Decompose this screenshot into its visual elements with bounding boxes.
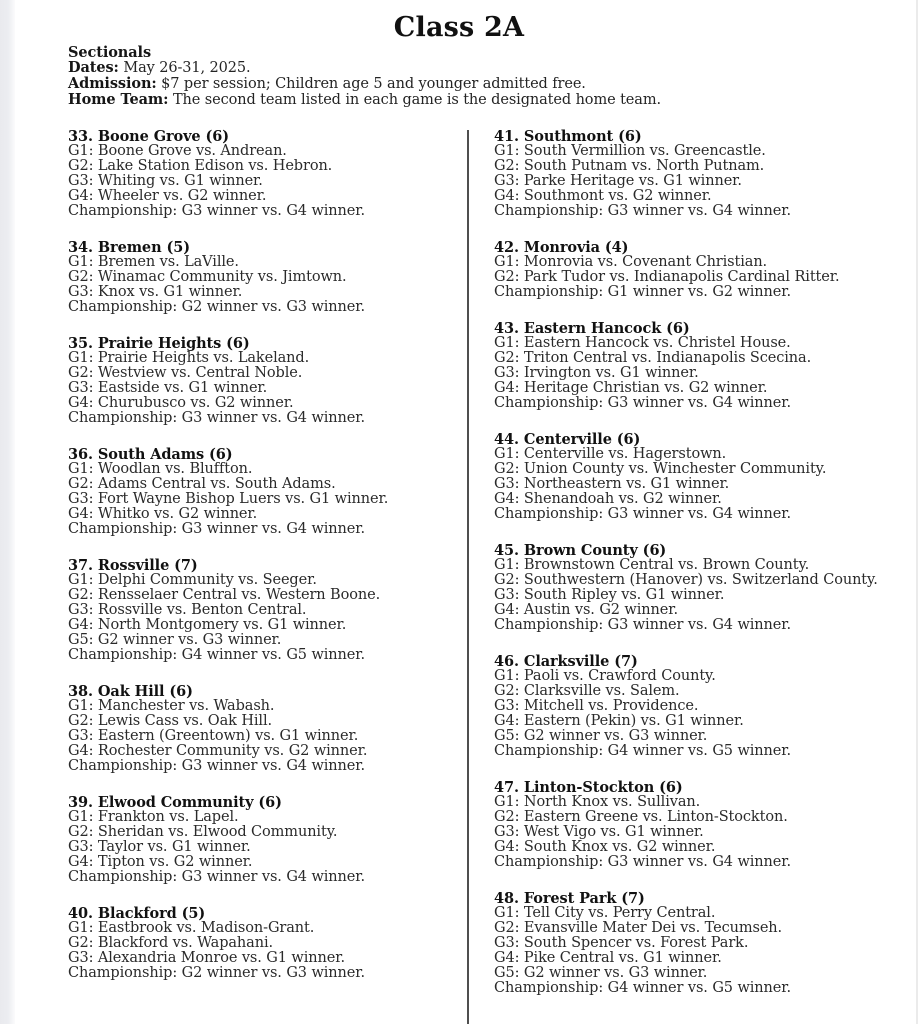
game-line: G2: Blackford vs. Wapahani. <box>68 935 274 951</box>
section-heading: 39. Elwood Community (6) <box>68 794 282 811</box>
game-line: G4: North Montgomery vs. G1 winner. <box>68 617 347 633</box>
section-heading: 41. Southmont (6) <box>494 128 642 145</box>
game-line: G3: Alexandria Monroe vs. G1 winner. <box>68 950 345 966</box>
game-line: Championship: G4 winner vs. G5 winner. <box>68 647 365 663</box>
sectional-block <box>68 447 468 537</box>
dates-value: May 26-31, 2025. <box>118 60 251 76</box>
subtitle: Sectionals <box>68 44 152 61</box>
admission-line <box>68 76 918 92</box>
game-line: G1: South Vermillion vs. Greencastle. <box>494 143 766 159</box>
game-line: Championship: G2 winner vs. G3 winner. <box>68 965 365 981</box>
game-line: G4: Heritage Christian vs. G2 winner. <box>494 380 768 396</box>
game-line: G2: Park Tudor vs. Indianapolis Cardinal Ritter. <box>494 269 840 285</box>
game-line: G3: Knox vs. G1 winner. <box>68 284 243 300</box>
game-list <box>68 462 468 537</box>
sectional-block <box>68 795 468 885</box>
game-line: G1: Monrovia vs. Covenant Christian. <box>494 254 768 270</box>
section-heading: 40. Blackford (5) <box>68 905 206 922</box>
game-line: G2: Adams Central vs. South Adams. <box>68 476 336 492</box>
dates-label: Dates: <box>68 59 119 76</box>
game-line: G5: G2 winner vs. G3 winner. <box>494 965 708 981</box>
game-list <box>494 336 878 411</box>
sectional-block <box>68 906 468 981</box>
sectional-block <box>68 129 468 219</box>
game-line: G2: Southwestern (Hanover) vs. Switzerland County. <box>494 572 878 588</box>
sectional-block <box>494 654 878 759</box>
game-line: G1: Boone Grove vs. Andrean. <box>68 143 287 159</box>
game-line: Championship: G2 winner vs. G3 winner. <box>68 299 365 315</box>
sectionals-area <box>0 129 918 1024</box>
sectional-block <box>68 684 468 774</box>
game-line: G1: Prairie Heights vs. Lakeland. <box>68 350 310 366</box>
game-line: G1: Eastbrook vs. Madison-Grant. <box>68 920 315 936</box>
home-team-label: Home Team: <box>68 91 169 108</box>
game-line: Championship: G4 winner vs. G5 winner. <box>494 743 791 759</box>
left-column <box>0 129 468 1002</box>
game-line: G2: Triton Central vs. Indianapolis Scecina. <box>494 350 812 366</box>
section-heading: 42. Monrovia (4) <box>494 239 629 256</box>
game-line: G4: Eastern (Pekin) vs. G1 winner. <box>494 713 744 729</box>
game-line: Championship: G3 winner vs. G4 winner. <box>494 617 791 633</box>
game-list <box>68 144 468 219</box>
sectional-block <box>494 432 878 522</box>
game-line: G2: Eastern Greene vs. Linton-Stockton. <box>494 809 788 825</box>
columns <box>0 129 918 1002</box>
game-line: G3: Parke Heritage vs. G1 winner. <box>494 173 742 189</box>
dates-line <box>68 60 918 76</box>
sectional-block <box>494 891 878 996</box>
sectional-block <box>494 129 878 219</box>
section-heading: 45. Brown County (6) <box>494 542 667 559</box>
admission-label: Admission: <box>68 75 157 92</box>
game-line: G2: Clarksville vs. Salem. <box>494 683 680 699</box>
game-line: G2: Evansville Mater Dei vs. Tecumseh. <box>494 920 783 936</box>
right-column <box>468 129 878 1017</box>
game-line: G4: Whitko vs. G2 winner. <box>68 506 258 522</box>
game-line: Championship: G3 winner vs. G4 winner. <box>494 395 791 411</box>
sectional-block <box>494 543 878 633</box>
game-line: G1: Woodlan vs. Bluffton. <box>68 461 253 477</box>
game-line: G1: Centerville vs. Hagerstown. <box>494 446 727 462</box>
section-heading: 48. Forest Park (7) <box>494 890 645 907</box>
game-line: G1: Bremen vs. LaVille. <box>68 254 239 270</box>
game-list <box>68 351 468 426</box>
game-line: G3: Fort Wayne Bishop Luers vs. G1 winner. <box>68 491 389 507</box>
game-line: G4: Wheeler vs. G2 winner. <box>68 188 267 204</box>
sectional-block <box>494 321 878 411</box>
game-line: G2: Lake Station Edison vs. Hebron. <box>68 158 333 174</box>
game-line: G5: G2 winner vs. G3 winner. <box>68 632 282 648</box>
game-line: G1: Paoli vs. Crawford County. <box>494 668 716 684</box>
game-list <box>68 699 468 774</box>
game-line: G4: Churubusco vs. G2 winner. <box>68 395 294 411</box>
sectional-block <box>68 240 468 315</box>
game-line: G4: Pike Central vs. G1 winner. <box>494 950 722 966</box>
game-line: G1: Delphi Community vs. Seeger. <box>68 572 317 588</box>
page-title: Class 2A <box>393 12 525 43</box>
game-line: G1: Eastern Hancock vs. Christel House. <box>494 335 791 351</box>
game-list <box>494 669 878 759</box>
game-line: G4: Shenandoah vs. G2 winner. <box>494 491 722 507</box>
admission-value: $7 per session; Children age 5 and younger admitted free. <box>156 76 586 92</box>
game-line: G1: North Knox vs. Sullivan. <box>494 794 701 810</box>
section-heading: 47. Linton-Stockton (6) <box>494 779 683 796</box>
game-line: Championship: G1 winner vs. G2 winner. <box>494 284 791 300</box>
game-list <box>494 795 878 870</box>
game-line: G3: Whiting vs. G1 winner. <box>68 173 263 189</box>
game-line: G2: Westview vs. Central Noble. <box>68 365 303 381</box>
section-heading: 34. Bremen (5) <box>68 239 190 256</box>
section-heading: 43. Eastern Hancock (6) <box>494 320 690 337</box>
sectional-block <box>494 780 878 870</box>
section-heading: 36. South Adams (6) <box>68 446 233 463</box>
game-line: Championship: G3 winner vs. G4 winner. <box>494 506 791 522</box>
game-line: G4: Rochester Community vs. G2 winner. <box>68 743 368 759</box>
game-line: G3: West Vigo vs. G1 winner. <box>494 824 704 840</box>
sectional-block <box>494 240 878 300</box>
game-line: G2: South Putnam vs. North Putnam. <box>494 158 765 174</box>
header-block <box>0 45 918 108</box>
game-line: G4: Southmont vs. G2 winner. <box>494 188 712 204</box>
game-line: Championship: G3 winner vs. G4 winner. <box>68 521 365 537</box>
game-line: Championship: G3 winner vs. G4 winner. <box>68 410 365 426</box>
game-list <box>68 255 468 315</box>
game-line: G4: Tipton vs. G2 winner. <box>68 854 253 870</box>
sectional-block <box>68 558 468 663</box>
game-line: G2: Sheridan vs. Elwood Community. <box>68 824 338 840</box>
game-line: G3: Irvington vs. G1 winner. <box>494 365 699 381</box>
game-line: G3: South Spencer vs. Forest Park. <box>494 935 749 951</box>
game-list <box>494 558 878 633</box>
game-line: G5: G2 winner vs. G3 winner. <box>494 728 708 744</box>
home-team-line <box>68 92 918 108</box>
game-line: Championship: G4 winner vs. G5 winner. <box>494 980 791 996</box>
game-list <box>494 906 878 996</box>
game-list <box>68 921 468 981</box>
game-line: G3: Eastern (Greentown) vs. G1 winner. <box>68 728 359 744</box>
section-heading: 44. Centerville (6) <box>494 431 641 448</box>
home-team-value: The second team listed in each game is the designated home team. <box>168 92 661 108</box>
game-line: G3: Taylor vs. G1 winner. <box>68 839 251 855</box>
game-line: G4: South Knox vs. G2 winner. <box>494 839 716 855</box>
game-line: G3: Eastside vs. G1 winner. <box>68 380 268 396</box>
game-line: Championship: G3 winner vs. G4 winner. <box>68 758 365 774</box>
game-line: G3: South Ripley vs. G1 winner. <box>494 587 725 603</box>
game-line: Championship: G3 winner vs. G4 winner. <box>494 203 791 219</box>
game-line: G3: Rossville vs. Benton Central. <box>68 602 307 618</box>
game-list <box>494 144 878 219</box>
game-line: G3: Northeastern vs. G1 winner. <box>494 476 730 492</box>
sectional-block <box>68 336 468 426</box>
game-line: G4: Austin vs. G2 winner. <box>494 602 678 618</box>
game-line: Championship: G3 winner vs. G4 winner. <box>68 203 365 219</box>
game-list <box>68 810 468 885</box>
section-heading: 38. Oak Hill (6) <box>68 683 193 700</box>
section-heading: 46. Clarksville (7) <box>494 653 638 670</box>
game-line: G2: Rensselaer Central vs. Western Boone. <box>68 587 381 603</box>
game-line: G1: Manchester vs. Wabash. <box>68 698 275 714</box>
game-list <box>494 447 878 522</box>
section-heading: 33. Boone Grove (6) <box>68 128 229 145</box>
section-heading: 35. Prairie Heights (6) <box>68 335 250 352</box>
game-line: G1: Tell City vs. Perry Central. <box>494 905 716 921</box>
game-line: G3: Mitchell vs. Providence. <box>494 698 699 714</box>
game-list <box>68 573 468 663</box>
game-line: Championship: G3 winner vs. G4 winner. <box>68 869 365 885</box>
game-list <box>494 255 878 300</box>
game-line: Championship: G3 winner vs. G4 winner. <box>494 854 791 870</box>
game-line: G1: Brownstown Central vs. Brown County. <box>494 557 810 573</box>
game-line: G1: Frankton vs. Lapel. <box>68 809 239 825</box>
game-line: G2: Winamac Community vs. Jimtown. <box>68 269 347 285</box>
game-line: G2: Union County vs. Winchester Community. <box>494 461 827 477</box>
game-line: G2: Lewis Cass vs. Oak Hill. <box>68 713 272 729</box>
section-heading: 37. Rossville (7) <box>68 557 198 574</box>
